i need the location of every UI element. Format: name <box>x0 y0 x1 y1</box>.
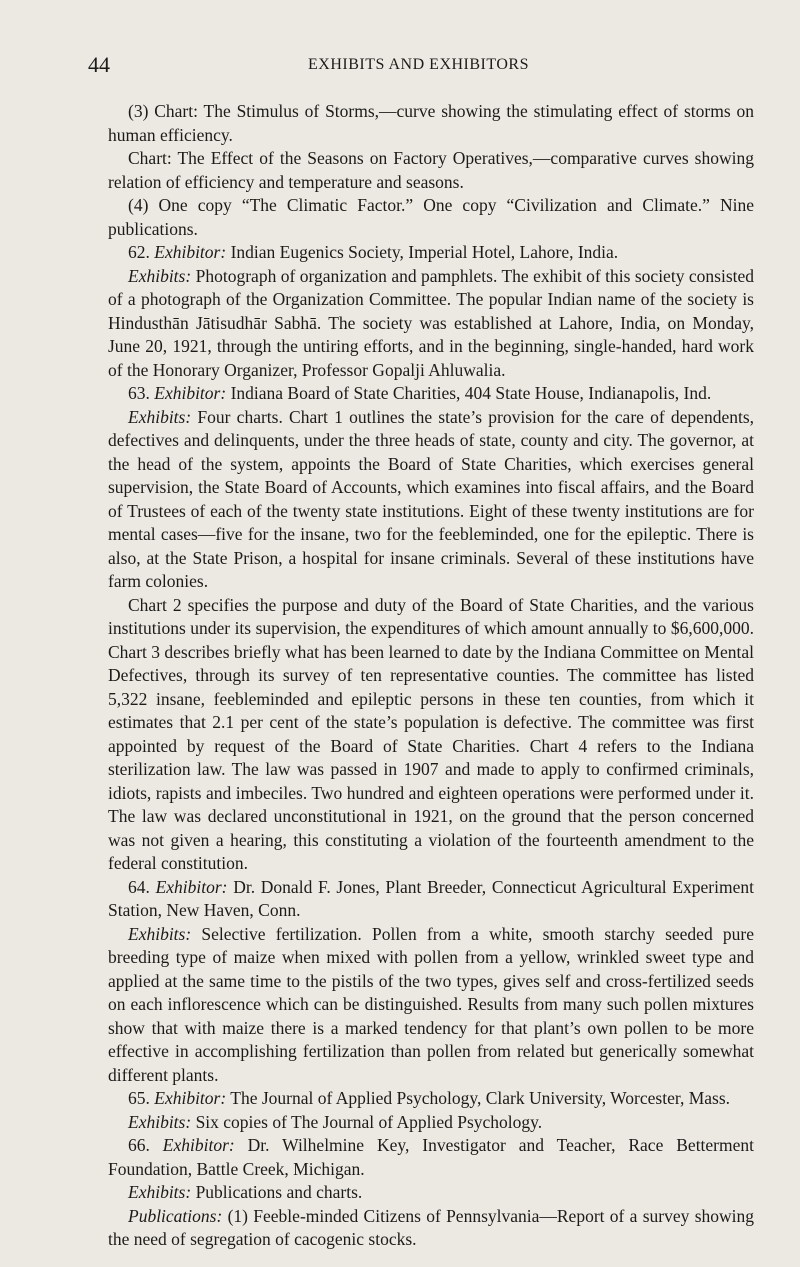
paragraph <box>108 194 754 241</box>
exhibits-entry <box>108 1111 754 1135</box>
exhibits-label: Exhibits: <box>128 406 192 427</box>
exhibitor-label: Exhibitor: <box>162 1135 235 1155</box>
exhibitor-label: Exhibitor: <box>154 383 227 403</box>
publications-text: (1) Feeble-minded Citizens of Pennsylvania—Report of a survey showing the need of segregation of cacogenic stocks. <box>108 1205 755 1249</box>
exhibitor-name: Dr. Donald F. Jones, Plant Breeder, Connecticut Agricultural Experiment Station, New Haven, Conn. <box>108 876 754 920</box>
exhibitor-entry <box>108 1087 754 1111</box>
exhibits-label: Exhibits: <box>128 1182 192 1202</box>
exhibitor-name: Indian Eugenics Society, Imperial Hotel, Lahore, India. <box>230 242 619 262</box>
paragraph-text: Chart 2 specifies the purpose and duty of the Board of State Charities, and the various institutions under its supervision, the expenditures of which amount annually to $6,600,000. Chart 3 describes briefly what has been learned to date by the Indiana Committee on Mental Defectives, through its survey of ten representative counties. The committee has listed 5,322 insane, feebleminded and epileptic persons in these ten counties, from which it estimates that 2.1 per cent of the state’s population is defective. The committee was first appointed by request of the Board of State Charities. Chart 4 refers to the Indiana sterilization law. The law was passed in 1907 and made to apply to confirmed criminals, idiots, rapists and imbeciles. Two hundred and eighteen operations were performed under it. The law was declared unconstitutional in 1921, on the ground that the person concerned was not given a hearing, this constituting a violation of the fourteenth amendment to the federal constitution. <box>108 594 754 873</box>
exhibits-entry <box>108 406 754 594</box>
running-head: EXHIBITS AND EXHIBITORS <box>308 56 529 73</box>
exhibitor-entry <box>108 382 754 406</box>
exhibits-label: Exhibits: <box>128 1111 192 1132</box>
exhibits-label: Exhibits: <box>128 265 192 286</box>
paragraph <box>108 100 754 147</box>
exhibitor-name: The Journal of Applied Psychology, Clark University, Worcester, Mass. <box>230 1088 731 1108</box>
paragraph <box>108 147 754 194</box>
entry-number: 62. <box>128 242 150 262</box>
entry-number: 66. <box>128 1135 150 1155</box>
exhibitor-label: Exhibitor: <box>154 242 227 262</box>
exhibitor-name: Dr. Wilhelmine Key, Investigator and Teacher, Race Betterment Foundation, Battle Creek, Michigan. <box>108 1135 755 1179</box>
exhibitor-entry <box>108 1134 754 1181</box>
exhibits-text: Six copies of The Journal of Applied Psychology. <box>195 1111 543 1132</box>
entry-number: 65. <box>128 1088 150 1108</box>
exhibits-entry <box>108 1181 754 1205</box>
exhibitor-entry <box>108 876 754 923</box>
exhibits-label: Exhibits: <box>128 923 192 944</box>
publications-entry <box>108 1205 754 1252</box>
entry-number: 64. <box>128 876 150 897</box>
exhibitor-label: Exhibitor: <box>155 876 228 897</box>
paragraph <box>108 594 754 876</box>
exhibitor-entry <box>108 241 754 265</box>
body-text <box>108 100 754 1252</box>
paragraph-text: Chart: The Effect of the Seasons on Factory Operatives,—comparative curves showing relation of efficiency and temperature and seasons. <box>108 148 754 192</box>
exhibitor-name: Indiana Board of State Charities, 404 State House, Indianapolis, Ind. <box>230 383 712 403</box>
exhibits-entry <box>108 265 754 383</box>
exhibits-entry <box>108 923 754 1088</box>
exhibitor-label: Exhibitor: <box>154 1088 227 1108</box>
paragraph-text: (4) One copy “The Climatic Factor.” One copy “Civilization and Climate.” Nine publications. <box>108 195 754 239</box>
publications-label: Publications: <box>128 1205 223 1226</box>
exhibits-text: Photograph of organization and pamphlets. The exhibit of this society consisted of a photograph of the Organization Committee. The popular Indian name of the society is Hindusthān Jātisudhār Sabhā. The society was established at Lahore, India, on Monday, June 20, 1921, through the untiring efforts, and in the beginning, single-handed, hard work of the Honorary Organizer, Professor Gopalji Ahluwalia. <box>108 265 755 380</box>
paragraph-text: (3) Chart: The Stimulus of Storms,—curve showing the stimulating effect of storms on human efficiency. <box>108 101 754 145</box>
entry-number: 63. <box>128 383 150 403</box>
page-header <box>88 52 740 84</box>
exhibits-text: Four charts. Chart 1 outlines the state’s provision for the care of dependents, defectives and delinquents, under the three heads of state, county and city. The governor, at the head of the system, appoints the Board of State Charities, which exercises general supervision, the State Board of Accounts, which examines into fiscal affairs, and the Board of Trustees of each of the twenty state institutions. Eight of these twenty institutions are for mental cases—five for the insane, two for the feebleminded, one for the epileptic. There is also, at the State Prison, a hospital for insane criminals. Several of these institutions have farm colonies. <box>108 406 755 591</box>
page-number: 44 <box>88 52 110 77</box>
exhibits-text: Selective fertilization. Pollen from a white, smooth starchy seeded pure breeding type of maize when mixed with pollen from a yellow, wrinkled sweet type and applied at the same time to the pistils of the two types, gives self and cross-fertilized seeds on each inflorescence which can be distinguished. Results from many such pollen mixtures show that with maize there is a marked tendency for that plant’s own pollen to be more effective in accomplishing fertilization than pollen from related but generically somewhat different plants. <box>108 923 755 1085</box>
exhibits-text: Publications and charts. <box>195 1182 363 1202</box>
